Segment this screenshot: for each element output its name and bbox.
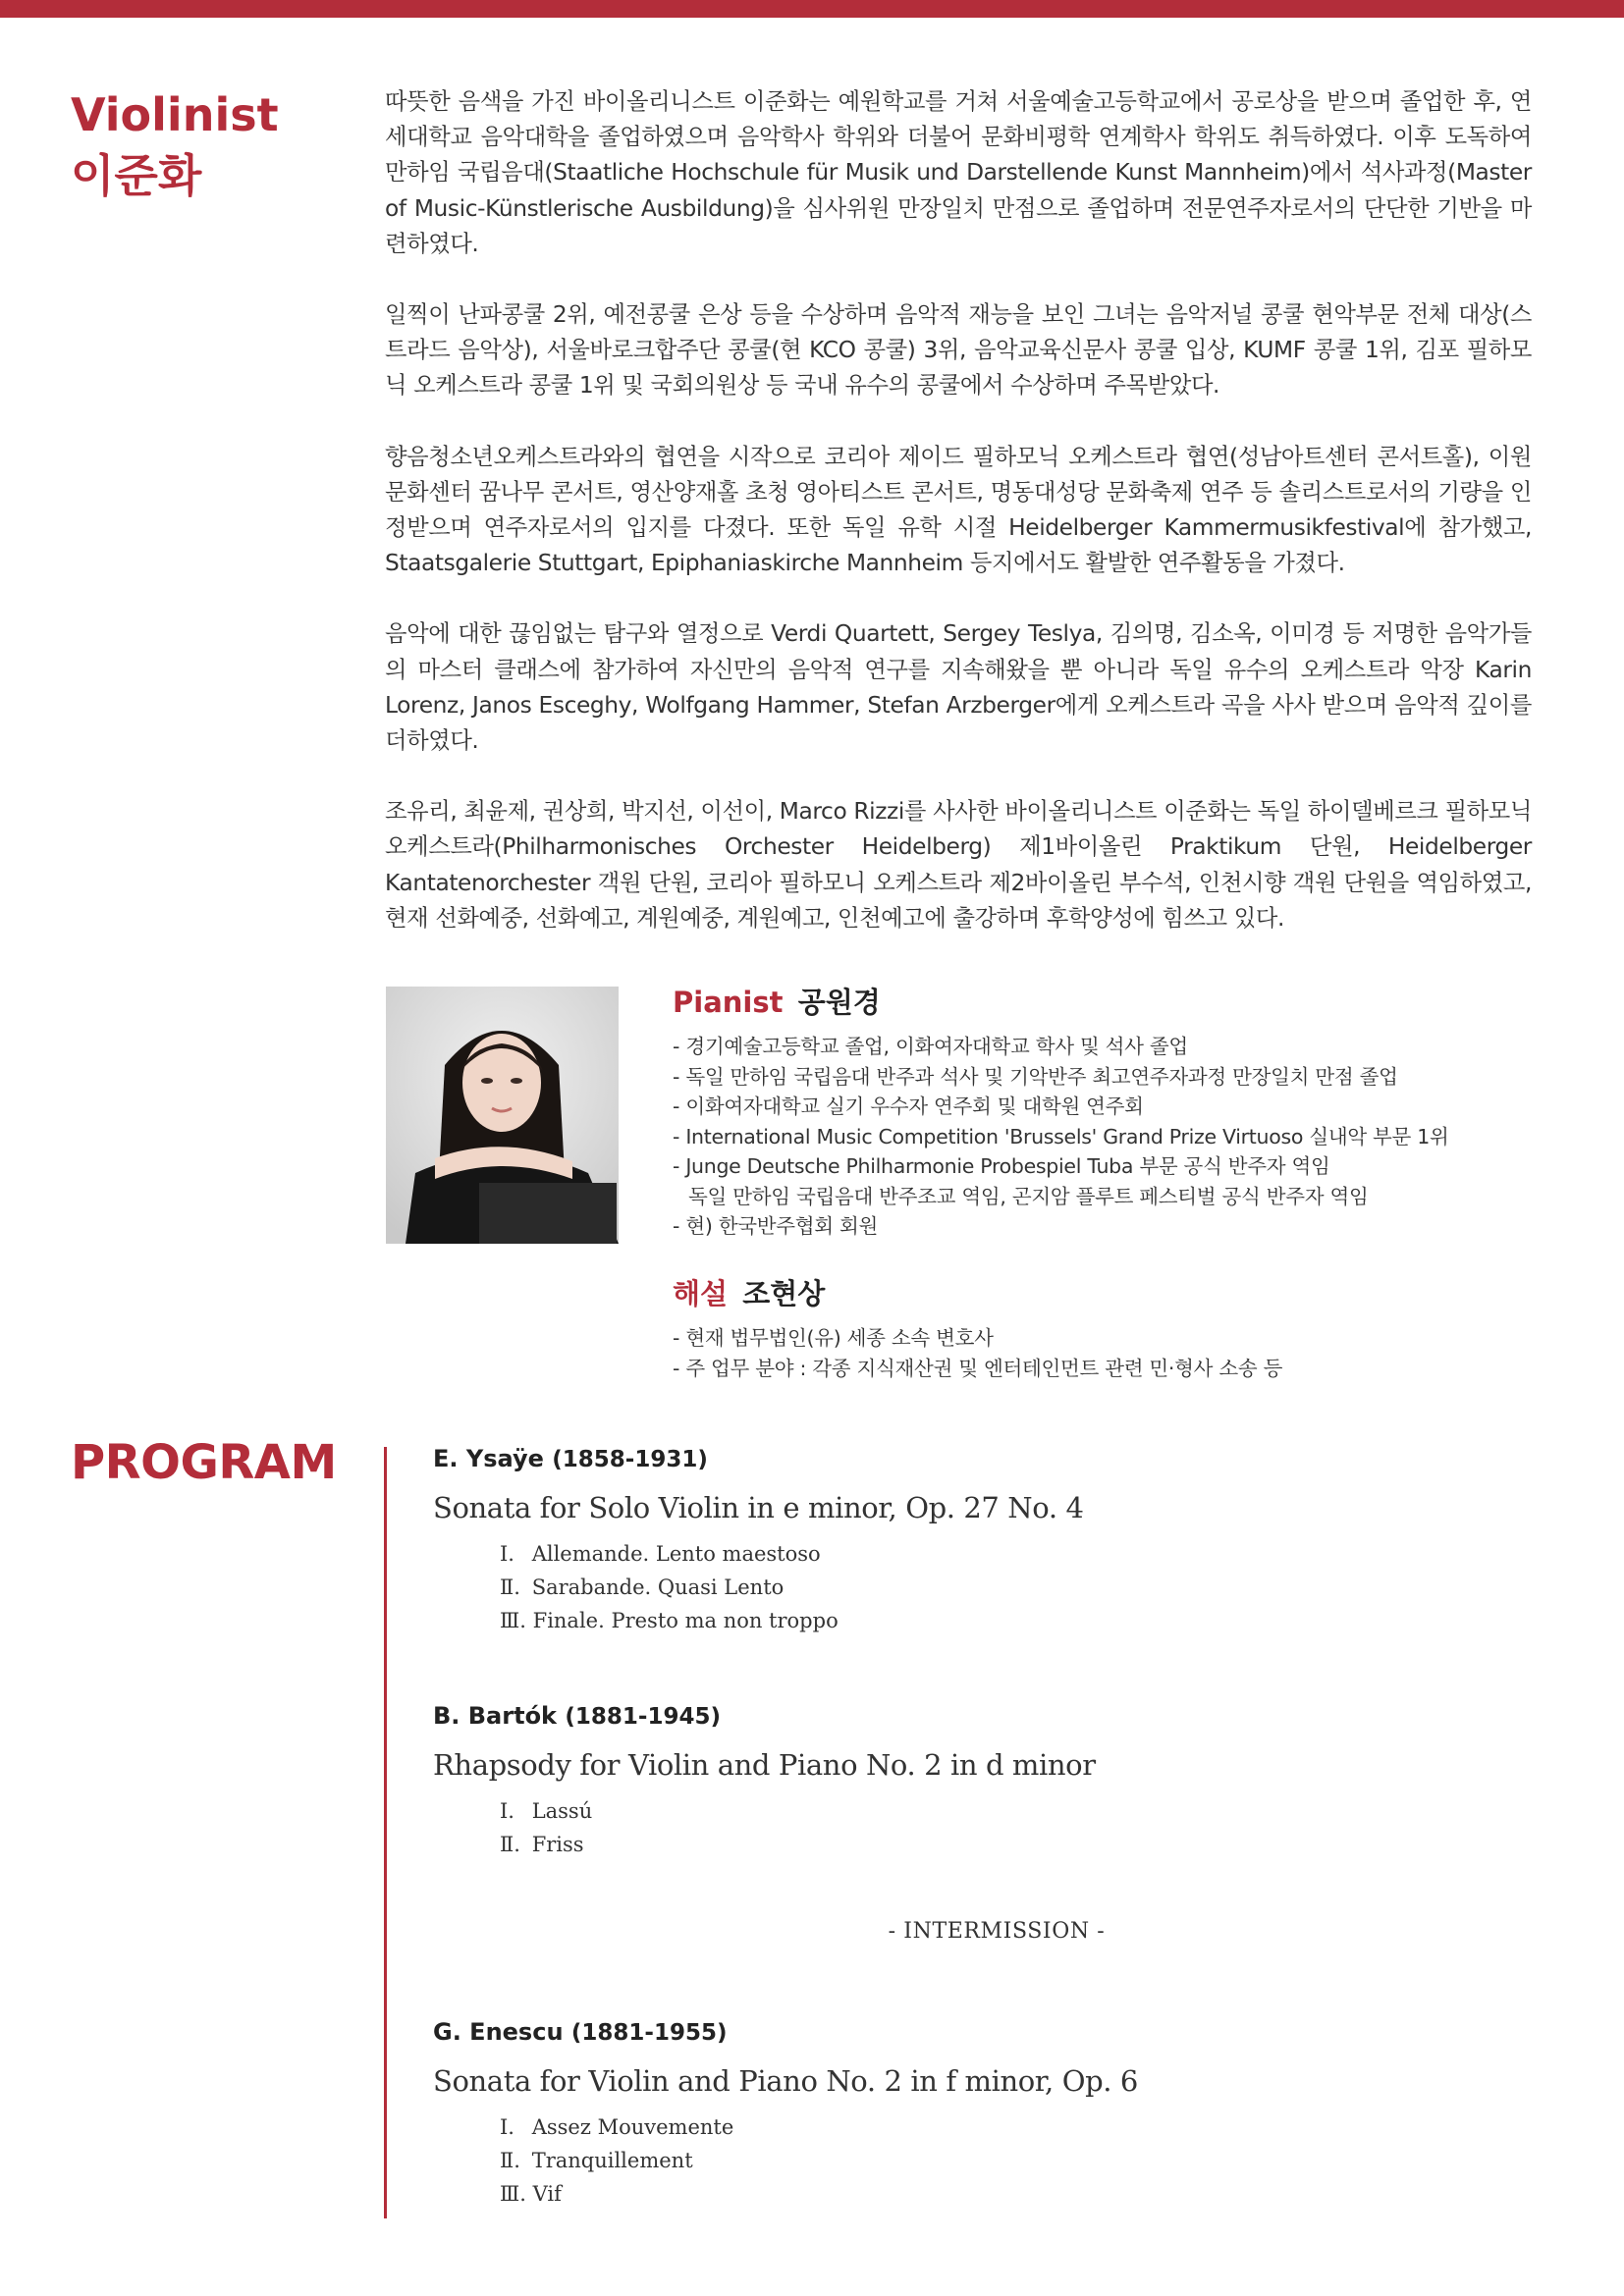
violinist-biography xyxy=(385,84,1532,972)
bio-paragraph: 따뜻한 음색을 가진 바이올리니스트 이준화는 예원학교를 거쳐 서울예술고등학교에서 공로상을 받으며 졸업한 후, 연세대학교 음악대학을 졸업하였으며 음악학사 학위와 더불어 문화비평학 연계학사 학위도 취득하였다. 이후 도독하여 만하임 국립음대(Staatliche Hochschule für Musik und Darstellende Kunst Mannheim)에서 석사과정(Master of Music-Künstlerische Ausbildung)을 심사위원 만장일치 만점으로 졸업하며 전문연주자로서의 단단한 기반을 마련하였다. xyxy=(385,88,1532,257)
composer xyxy=(433,1699,1096,1734)
list-item: - 이화여자대학교 실기 우수자 연주회 및 대학원 연주회 xyxy=(673,1095,1144,1118)
violinist-title xyxy=(71,84,279,206)
movement-number: Ⅱ. xyxy=(500,2149,520,2172)
movement-title: Sarabande. Quasi Lento xyxy=(531,1575,785,1599)
work-title: Sonata for Solo Violin in e minor, Op. 27 No. 4 xyxy=(433,1491,1084,1524)
movement-number: Ⅲ. xyxy=(500,1609,526,1632)
list-item: - 주 업무 분야 : 각종 지식재산권 및 엔터테인먼트 관련 민·형사 소송 등 xyxy=(673,1356,1283,1380)
composer xyxy=(433,2015,1138,2050)
movement-title: Vif xyxy=(532,2182,562,2206)
pianist-heading xyxy=(673,983,1449,1022)
movement-title: Friss xyxy=(531,1833,584,1856)
composer-years: (1881-1955) xyxy=(570,2020,728,2046)
work-title: Rhapsody for Violin and Piano No. 2 in d minor xyxy=(433,1748,1096,1782)
composer-name: B. Bartók xyxy=(433,1702,558,1730)
bio-paragraph: 일찍이 난파콩쿨 2위, 예전콩쿨 은상 등을 수상하며 음악적 재능을 보인 그녀는 음악저널 콩쿨 현악부문 전체 대상(스트라드 음악상), 서울바로크합주단 콩쿨(현 KCO 콩쿨) 3위, 음악교육신문사 콩쿨 입상, KUMF 콩쿨 1위, 김포 필하모닉 오케스트라 콩쿨 1위 및 국회의원상 등 국내 유수의 콩쿨에서 수상하며 주목받았다. xyxy=(385,301,1532,400)
narrator-heading xyxy=(673,1274,1282,1313)
violinist-title-en: Violinist xyxy=(71,88,279,141)
composer xyxy=(433,1442,1084,1476)
top-accent-bar xyxy=(0,0,1624,18)
movement xyxy=(500,1537,1084,1571)
composer-name: G. Enescu xyxy=(433,2018,564,2046)
movement-number: Ⅰ. xyxy=(500,1799,514,1823)
movement xyxy=(500,1571,1084,1604)
list-item: - 현재 법무법인(유) 세종 소속 변호사 xyxy=(673,1326,994,1350)
movement xyxy=(500,2144,1138,2177)
composer-name: E. Ysaÿe xyxy=(433,1445,544,1472)
list-item: 독일 만하임 국립음대 반주조교 역임, 곤지암 플루트 페스티벌 공식 반주자 역임 xyxy=(688,1184,1369,1208)
pianist-role: Pianist xyxy=(673,986,784,1019)
movement-list xyxy=(500,1794,1096,1861)
violinist-title-ko: 이준화 xyxy=(71,149,202,202)
movement-number: Ⅰ. xyxy=(500,2115,514,2139)
intermission-label: - INTERMISSION - xyxy=(888,1919,1106,1944)
composer-years: (1858-1931) xyxy=(552,1447,708,1472)
bio-paragraph: 음악에 대한 끊임없는 탐구와 열정으로 Verdi Quartett, Sergey Teslya, 김의명, 김소옥, 이미경 등 저명한 음악가들의 마스터 클래스에 참가하여 자신만의 음악적 연구를 지속해왔을 뿐 아니라 독일 유수의 오케스트라 악장 Karin Lorenz, Janos Esceghy, Wolfgang Hammer, Stefan Arzberger에게 오케스트라 곡을 사사 받으며 음악적 깊이를 더하였다. xyxy=(385,620,1532,755)
pianist-profile xyxy=(673,983,1449,1242)
pianist-photo xyxy=(386,987,619,1244)
pianist-portrait-image xyxy=(386,987,619,1244)
movement-number: Ⅲ. xyxy=(500,2182,526,2206)
pianist-career-list xyxy=(673,1032,1449,1242)
movement-list xyxy=(500,2110,1138,2211)
movement xyxy=(500,1828,1096,1861)
bio-paragraph: 향음청소년오케스트라와의 협연을 시작으로 코리아 제이드 필하모닉 오케스트라 협연(성남아트센터 콘서트홀), 이원문화센터 꿈나무 콘서트, 영산양재홀 초청 영아티스트 콘서트, 명동대성당 문화축제 연주 등 솔리스트로서의 기량을 인정받으며 연주자로서의 입지를 다졌다. 또한 독일 유학 시절 Heidelberger Kammermusikfestival에 참가했고, Staatsgalerie Stuttgart, Epiphaniaskirche Mannheim 등지에서도 활발한 연주활동을 가졌다. xyxy=(385,443,1532,577)
pianist-name: 공원경 xyxy=(797,986,881,1019)
narrator-name: 조현상 xyxy=(742,1277,826,1310)
work-title: Sonata for Violin and Piano No. 2 in f minor, Op. 6 xyxy=(433,2064,1138,2098)
program-divider xyxy=(384,1447,387,2218)
program-piece xyxy=(433,2015,1138,2211)
composer-years: (1881-1945) xyxy=(565,1704,721,1730)
list-item: - 경기예술고등학교 졸업, 이화여자대학교 학사 및 석사 졸업 xyxy=(673,1035,1188,1058)
list-item: - 현) 한국반주협회 회원 xyxy=(673,1214,878,1238)
movement xyxy=(500,2110,1138,2144)
movement-number: Ⅱ. xyxy=(500,1833,520,1856)
movement-number: Ⅱ. xyxy=(500,1575,520,1599)
narrator-role: 해설 xyxy=(673,1277,729,1310)
program-piece xyxy=(433,1442,1084,1637)
movement-title: Assez Mouvemente xyxy=(531,2115,734,2139)
bio-paragraph: 조유리, 최윤제, 권상희, 박지선, 이선이, Marco Rizzi를 사사한 바이올리니스트 이준화는 독일 하이델베르크 필하모닉 오케스트라(Philharmonisches Orchester Heidelberg) 제1바이올린 Praktikum 단원, Heidelberger Kantatenorchester 객원 단원, 코리아 필하모니 오케스트라 제2바이올린 부수석, 인천시향 객원 단원을 역임하였고, 현재 선화예중, 선화예고, 계원예중, 계원예고, 인천예고에 출강하며 후학양성에 힘쓰고 있다. xyxy=(385,798,1532,932)
movement-list xyxy=(500,1537,1084,1637)
movement-title: Tranquillement xyxy=(531,2149,693,2172)
list-item: - 독일 만하임 국립음대 반주과 석사 및 기악반주 최고연주자과정 만장일치 만점 졸업 xyxy=(673,1064,1398,1089)
movement xyxy=(500,1604,1084,1637)
narrator-career-list xyxy=(673,1323,1282,1383)
movement-title: Finale. Presto ma non troppo xyxy=(532,1609,839,1632)
program-piece xyxy=(433,1699,1096,1861)
list-item: - Junge Deutsche Philharmonie Probespiel Tuba 부문 공식 반주자 역임 xyxy=(673,1154,1330,1178)
narrator-profile xyxy=(673,1274,1282,1383)
movement xyxy=(500,1794,1096,1828)
movement-title: Lassú xyxy=(531,1799,593,1823)
movement-title: Allemande. Lento maestoso xyxy=(531,1542,821,1566)
list-item: - International Music Competition 'Brussels' Grand Prize Virtuoso 실내악 부문 1위 xyxy=(673,1124,1449,1148)
program-title: PROGRAM xyxy=(71,1435,337,1490)
movement-number: Ⅰ. xyxy=(500,1542,514,1566)
movement xyxy=(500,2177,1138,2211)
